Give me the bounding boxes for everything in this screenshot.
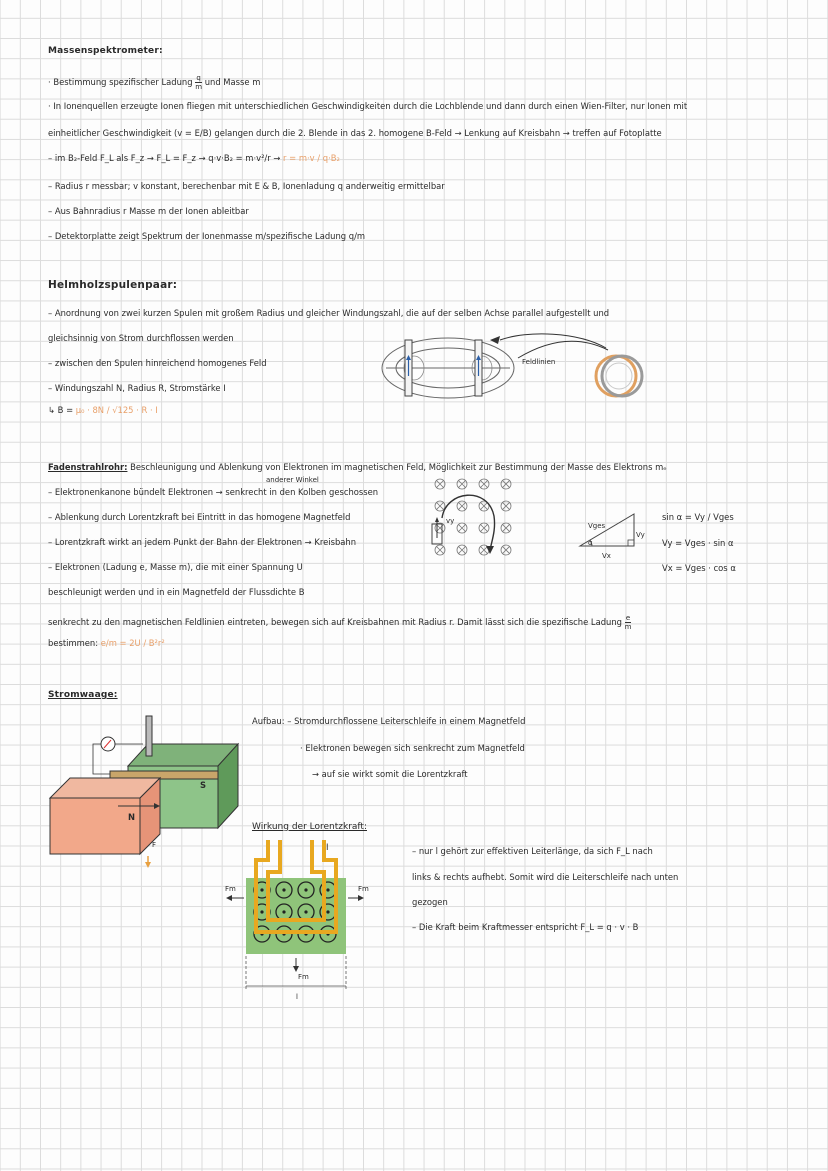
fs-line2: – Ablenkung durch Lorentzkraft bei Eintritt in das homogene Magnetfeld — [48, 512, 351, 522]
ms-line3: einheitlicher Geschwindigkeit (v = E/B) gelangen durch die 2. Blende in das 2. homogene B-Feld → Lenkung auf Kreisbahn → treffen auf Fotoplatte — [48, 128, 662, 138]
field-cross-symbol — [457, 479, 467, 489]
massenspektrometer-title: Massenspektrometer: — [48, 46, 163, 56]
hh-line1: – Anordnung von zwei kurzen Spulen mit großem Radius und gleicher Windungszahl, die auf der selben Achse parallel aufgestellt und — [48, 308, 610, 318]
stromwaage-title: Stromwaage: — [48, 690, 118, 700]
field-cross-symbol — [457, 501, 467, 511]
ms-line1-end: und Masse m — [204, 77, 261, 87]
ms-line7: – Detektorplatte zeigt Spektrum der Ionenmasse m/spezifische Ladung q/m — [48, 231, 366, 241]
wirkung-line4 — [412, 922, 638, 933]
fm-bottom-label: Fm — [298, 973, 309, 981]
field-cross-symbol — [457, 545, 467, 555]
field-cross-symbol — [435, 501, 445, 511]
aufbau-label: Aufbau: — [252, 716, 285, 726]
fs-line6-fraction — [625, 614, 632, 631]
ms-line6: – Aus Bahnradius r Masse m der Ionen ableitbar — [48, 206, 249, 216]
ms-line5: – Radius r messbar; v konstant, berechenbar mit E & B, Ionenladung q anderweitig ermittelbar — [48, 181, 445, 191]
fs-line3: – Lorentzkraft wirkt an jedem Punkt der Bahn der Elektronen → Kreisbahn — [48, 537, 357, 547]
field-cross-symbol — [479, 479, 489, 489]
sin-formula: sin α = Vy / Vges — [662, 512, 734, 522]
ms-line4-result: r = m·v / q·B₂ — [283, 153, 340, 163]
wirkung-line4-text: – Die Kraft beim Kraftmesser entspricht — [412, 922, 578, 932]
fs-line7-text: bestimmen: — [48, 638, 99, 648]
hh-line5-formula: μ₀ · 8N / √125 · R · I — [75, 405, 158, 415]
fs-line7-formula: e/m = 2U / B²r² — [100, 638, 165, 648]
hh-line5 — [48, 405, 158, 416]
triangle-vges: Vges — [588, 522, 606, 530]
wirkung-line2: links & rechts aufhebt. Somit wird die Leiterschleife nach unten — [412, 872, 679, 882]
fadenstrahl-diagram — [424, 476, 534, 576]
wirkung-line4-formula: F_L = q · v · B — [580, 922, 639, 932]
wirkung-title: Wirkung der Lorentzkraft: — [252, 822, 367, 832]
helmholtz-title: Helmholzspulenpaar: — [48, 279, 178, 291]
field-cross-symbol — [457, 523, 467, 533]
ms-line1-den: m — [195, 83, 203, 91]
fm-left-label: Fm — [225, 885, 236, 893]
magnet-n-label: N — [128, 812, 136, 822]
ms-line2: · In Ionenquellen erzeugte Ionen fliegen mit unterschiedlichen Geschwindigkeiten durch die Lochblende und dann durch einen Wien-Filter, nur Ionen mit — [48, 101, 688, 111]
aufbau-a2: · Elektronen bewegen sich senkrecht zum Magnetfeld — [300, 743, 525, 753]
ms-line1-fraction — [195, 74, 202, 91]
current-label: I — [326, 842, 329, 852]
ms-line4 — [48, 153, 340, 164]
wirkung-line1: – nur l gehört zur effektiven Leiterlänge, da sich F_L nach — [412, 846, 653, 856]
ms-line1-text: · Bestimmung spezifischer Ladung — [48, 77, 193, 87]
triangle-vx: Vx — [602, 552, 611, 560]
fs-line6-den: m — [624, 623, 632, 631]
field-cross-symbol — [501, 501, 511, 511]
field-cross-symbol — [501, 545, 511, 555]
fadenstrahl-title: Fadenstrahlrohr: — [48, 462, 128, 472]
field-cross-symbol — [501, 479, 511, 489]
ms-line1 — [48, 74, 260, 91]
feldlinien-label: Feldlinien — [522, 358, 556, 366]
length-label: l — [296, 993, 298, 1001]
triangle-angle: α — [588, 539, 593, 547]
wirkung-line3: gezogen — [412, 897, 448, 907]
fs-line5: beschleunigt werden und in ein Magnetfeld der Flussdichte B — [48, 587, 305, 597]
ms-line1-num: q — [196, 74, 201, 82]
aufbau-a1: – Stromdurchflossene Leiterschleife in einem Magnetfeld — [287, 716, 526, 726]
field-cross-symbol — [435, 545, 445, 555]
field-cross-symbol — [435, 479, 445, 489]
vx-formula: Vx = Vges · cos α — [662, 563, 736, 573]
triangle-vy: Vy — [636, 531, 645, 539]
aufbau-line1 — [252, 716, 525, 727]
fs-line1: – Elektronenkanone bündelt Elektronen → senkrecht in den Kolben geschossen — [48, 487, 379, 497]
ms-line4-text: – im B₂-Feld F_L als F_z → F_L = F_z → q·v·B₂ = m·v²/r → — [48, 153, 281, 163]
fs-vy-label: vy — [446, 517, 455, 525]
fs-line6-text: senkrecht zu den magnetischen Feldlinien eintreten, bewegen sich auf Kreisbahnen mit Radius r. Damit lässt sich die spezifische Ladung — [48, 617, 622, 627]
fs-line6 — [48, 614, 631, 631]
magnet-s-label: S — [200, 780, 207, 790]
fs-note: anderer Winkel — [266, 476, 319, 484]
fs-line7 — [48, 638, 165, 649]
hh-line5-prefix: ↳ B = — [48, 405, 74, 415]
hh-line4: – Windungszahl N, Radius R, Stromstärke I — [48, 383, 226, 393]
field-cross-symbol — [479, 523, 489, 533]
fs-title-rest: Beschleunigung und Ablenkung von Elektronen im magnetischen Feld, Möglichkeit zur Bestimmung der Masse des Elektrons mₑ — [130, 462, 667, 472]
hh-line2: gleichsinnig von Strom durchflossen werden — [48, 333, 234, 343]
fs-line6-num: e — [625, 614, 631, 622]
vy-formula: Vy = Vges · sin α — [662, 538, 734, 548]
fs-line4: – Elektronen (Ladung e, Masse m), die mit einer Spannung U — [48, 562, 303, 572]
field-cross-symbol — [501, 523, 511, 533]
fm-right-label: Fm — [358, 885, 369, 893]
lorentz-force-diagram — [224, 840, 364, 990]
hh-line3: – zwischen den Spulen hinreichend homogenes Feld — [48, 358, 267, 368]
force-f-label: F — [152, 841, 157, 849]
helmholtz-field-diagram — [378, 330, 638, 410]
aufbau-a3: → auf sie wirkt somit die Lorentzkraft — [312, 769, 468, 779]
fs-title-line — [48, 462, 667, 473]
